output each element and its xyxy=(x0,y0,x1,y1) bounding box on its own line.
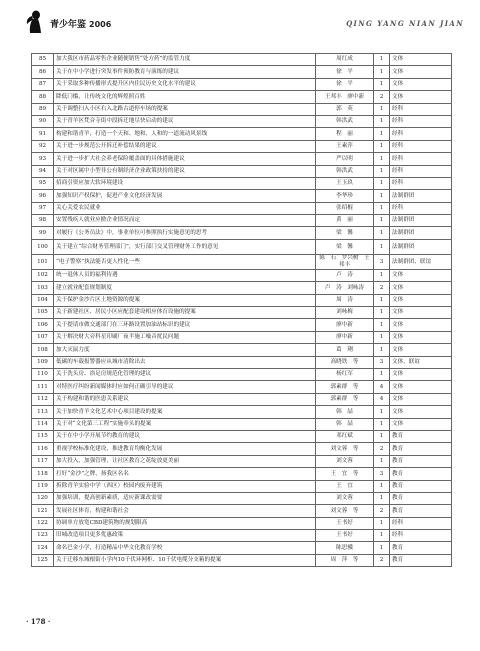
proposer-count: 1 xyxy=(374,103,390,115)
proposer-name: 梁 馨 xyxy=(316,227,374,239)
proposal-title: 打好“金沙”之牌，扬我区名名 xyxy=(54,468,316,480)
proposer-count: 4 xyxy=(374,393,390,405)
running-title: QING YANG NIAN JIAN xyxy=(346,19,464,28)
proposal-title: 协调单方放宽CBD建筑物的规划限高 xyxy=(54,517,316,529)
category-label: 文体 xyxy=(390,282,452,294)
proposal-title: 关于迁移东城根街小学内10千伏环网柜、10千伏电缆分支箱的提案 xyxy=(54,554,316,566)
proposal-title: 命名巴金小学，打造精品中华文化教育学校 xyxy=(54,542,316,554)
proposal-title: 重视学校标准化建设，推进教育均衡化发展 xyxy=(54,443,316,455)
proposer-count: 1 xyxy=(374,54,390,66)
row-number: 116 xyxy=(32,443,54,455)
proposer-count: 1 xyxy=(374,480,390,492)
category-label: 经科 xyxy=(390,517,452,529)
proposal-title: 关于洗头房、浴足房规范化管理的建议 xyxy=(54,368,316,380)
proposer-count: 1 xyxy=(374,153,390,165)
row-number: 95 xyxy=(32,177,54,189)
proposer-count: 1 xyxy=(374,331,390,343)
row-number: 103 xyxy=(32,282,54,294)
brand-year: 2006 xyxy=(89,20,112,29)
category-label: 经科 xyxy=(390,202,452,214)
category-label: 文体 xyxy=(390,418,452,430)
table-row xyxy=(32,356,452,368)
proposal-title: 加大我区市药品零售企业随便销售“处方药”的监管力度 xyxy=(54,54,316,66)
proposer-count: 1 xyxy=(374,78,390,90)
category-label: 文体 xyxy=(390,66,452,78)
proposer-count: 2 xyxy=(374,443,390,455)
proposal-title: “电子警察”执法能否更人性化一些 xyxy=(54,254,316,269)
category-label: 经科 xyxy=(390,153,452,165)
row-number: 101 xyxy=(32,254,54,269)
proposal-title: 对履行《公务员法》中，事业单位可参照执行实施意见的思考 xyxy=(54,227,316,239)
proposer-count: 1 xyxy=(374,492,390,504)
proposer-name: 廖中新 xyxy=(316,331,374,343)
row-number: 115 xyxy=(32,430,54,442)
table-row xyxy=(32,153,452,165)
table-row xyxy=(32,418,452,430)
proposer-name: 李华珍 xyxy=(316,190,374,202)
table-row xyxy=(32,190,452,202)
table-row xyxy=(32,307,452,319)
row-number: 122 xyxy=(32,517,54,529)
brand-title: 青少年鉴 xyxy=(50,20,87,30)
table-row xyxy=(32,282,452,294)
proposer-count: 1 xyxy=(374,307,390,319)
proposer-count: 2 xyxy=(374,505,390,517)
proposer-name: 周 涛 xyxy=(316,294,374,306)
row-number: 108 xyxy=(32,344,54,356)
proposer-name: 卢 涛 刘咏涛 xyxy=(316,282,374,294)
proposal-title: 关心关爱农民就业 xyxy=(54,202,316,214)
row-number: 92 xyxy=(32,140,54,152)
row-number: 96 xyxy=(32,190,54,202)
table-row xyxy=(32,227,452,239)
proposer-count: 1 xyxy=(374,190,390,202)
proposer-name: 刘文蓉 xyxy=(316,492,374,504)
proposer-name: 周红成 xyxy=(316,54,374,66)
proposal-title: 拆除青羊实验中学（西区）校园内废弃建筑 xyxy=(54,480,316,492)
proposal-title: 安置残疾人就业应掀企业情况而定 xyxy=(54,215,316,227)
page-header xyxy=(24,10,464,36)
table-row xyxy=(32,269,452,281)
table-row xyxy=(32,393,452,405)
table-row xyxy=(32,294,452,306)
table-row xyxy=(32,468,452,480)
table-row xyxy=(32,215,452,227)
category-label: 法制群团 xyxy=(390,239,452,254)
proposer-count: 1 xyxy=(374,517,390,529)
proposal-table xyxy=(31,53,452,567)
table-row xyxy=(32,530,452,542)
table-row xyxy=(32,554,452,566)
proposer-name: 郭 英 xyxy=(316,103,374,115)
proposer-count: 1 xyxy=(374,406,390,418)
proposal-title: 低碳的车载报警器应从城市清除出去 xyxy=(54,356,316,368)
proposal-title: 建立就业配套规划制度 xyxy=(54,282,316,294)
proposer-name: 王 宜 xyxy=(316,480,374,492)
proposer-name: 刘咏梅 xyxy=(316,307,374,319)
page-number: · 178 · xyxy=(26,617,51,626)
proposer-count: 1 xyxy=(374,294,390,306)
row-number: 88 xyxy=(32,91,54,103)
proposer-name: 徐 平 xyxy=(316,78,374,90)
table-row xyxy=(32,78,452,90)
proposal-title: 关于采取多种传播形式提升区内住民历史文化水平的建议 xyxy=(54,78,316,90)
category-label: 教育 xyxy=(390,443,452,455)
proposer-count: 1 xyxy=(374,368,390,380)
table-row xyxy=(32,165,452,177)
table-row xyxy=(32,239,452,254)
proposer-count: 2 xyxy=(374,282,390,294)
table-row xyxy=(32,115,452,127)
proposal-title: 加强培训，提高创新素质，适应新课改需要 xyxy=(54,492,316,504)
proposal-title: 招商引资应加大软环境建设 xyxy=(54,177,316,189)
category-label: 教育 xyxy=(390,492,452,504)
proposer-count: 1 xyxy=(374,418,390,430)
proposer-count: 1 xyxy=(374,202,390,214)
row-number: 117 xyxy=(32,455,54,467)
proposer-name: 王玉玖 xyxy=(316,177,374,189)
proposer-count: 1 xyxy=(374,455,390,467)
row-number: 102 xyxy=(32,269,54,281)
category-label: 文体 xyxy=(390,307,452,319)
category-label: 经科 xyxy=(390,530,452,542)
category-label: 文体 xyxy=(390,294,452,306)
proposer-count: 3 xyxy=(374,356,390,368)
proposer-name: 张绍棍 xyxy=(316,202,374,214)
table-row xyxy=(32,406,452,418)
proposer-count: 1 xyxy=(374,530,390,542)
proposer-name: 梁 馨 xyxy=(316,239,374,254)
proposer-name: 刘文蓉 等 xyxy=(316,505,374,517)
proposer-name: 郭素群 等 xyxy=(316,381,374,393)
table-row xyxy=(32,319,452,331)
proposer-name: 韩洪武 xyxy=(316,165,374,177)
proposal-title: 关于保护金沙片区土地资源的提案 xyxy=(54,294,316,306)
proposer-name: 葛 琍 xyxy=(316,344,374,356)
proposer-name: 陈思骥 xyxy=(316,542,374,554)
category-label: 经科 xyxy=(390,177,452,189)
proposer-name: 刘文蓉 xyxy=(316,455,374,467)
table-row xyxy=(32,505,452,517)
proposer-name: 郭素群 等 xyxy=(316,393,374,405)
category-label: 法制群团、联谊 xyxy=(390,254,452,269)
row-number: 91 xyxy=(32,128,54,140)
table-row xyxy=(32,344,452,356)
proposer-name: 高晓铁 等 xyxy=(316,356,374,368)
category-label: 教育 xyxy=(390,554,452,566)
proposer-count: 1 xyxy=(374,430,390,442)
proposer-name: 王邦丰 廖中新 xyxy=(316,91,374,103)
proposer-count: 1 xyxy=(374,215,390,227)
category-label: 文体 xyxy=(390,368,452,380)
proposer-count: 2 xyxy=(374,554,390,566)
proposer-name: 黄 丽 xyxy=(316,215,374,227)
proposal-title: 关于进一步扩大社会养老保险覆盖面的具体措施建议 xyxy=(54,153,316,165)
table-row xyxy=(32,66,452,78)
category-label: 文体 xyxy=(390,344,452,356)
row-number: 125 xyxy=(32,554,54,566)
table-row xyxy=(32,480,452,492)
row-number: 90 xyxy=(32,115,54,127)
table-row xyxy=(32,103,452,115)
category-label: 教育 xyxy=(390,455,452,467)
category-label: 文体 xyxy=(390,91,452,103)
proposer-name: 周 萍 等 xyxy=(316,554,374,566)
proposer-name: 严以明 xyxy=(316,153,374,165)
proposer-count: 1 xyxy=(374,115,390,127)
category-label: 教育 xyxy=(390,480,452,492)
proposer-name: 韩 喆 xyxy=(316,406,374,418)
proposer-name: 韩洪武 xyxy=(316,115,374,127)
proposal-table-body xyxy=(32,54,452,567)
table-row xyxy=(32,254,452,269)
row-number: 100 xyxy=(32,239,54,254)
proposer-name: 王 宜 等 xyxy=(316,468,374,480)
proposer-name: 程 丽 xyxy=(316,128,374,140)
silhouette-logo-icon xyxy=(24,10,46,34)
table-row xyxy=(32,443,452,455)
proposer-count: 1 xyxy=(374,239,390,254)
row-number: 94 xyxy=(32,165,54,177)
proposal-title: 关于对区属中小型非公有制经济企业政策扶持的建议 xyxy=(54,165,316,177)
category-label: 经科 xyxy=(390,128,452,140)
proposal-title: 对特医疗纠纷新闻媒体时应如何正确引导的建议 xyxy=(54,381,316,393)
category-label: 法制群团 xyxy=(390,227,452,239)
proposer-name: 陈 石 罗兴树 王邦丰 xyxy=(316,254,374,269)
row-number: 93 xyxy=(32,153,54,165)
category-label: 经科 xyxy=(390,140,452,152)
proposer-name: 徐 平 xyxy=(316,66,374,78)
row-number: 87 xyxy=(32,78,54,90)
category-label: 文体 xyxy=(390,393,452,405)
table-row xyxy=(32,492,452,504)
category-label: 经科 xyxy=(390,103,452,115)
proposer-count: 2 xyxy=(374,91,390,103)
yearbook-brand xyxy=(50,17,111,30)
proposal-title: 统一退休人员的福利待遇 xyxy=(54,269,316,281)
category-label: 经科 xyxy=(390,165,452,177)
row-number: 86 xyxy=(32,66,54,78)
proposal-title: 关于对“文化第三工程”实施牵头的提案 xyxy=(54,418,316,430)
row-number: 110 xyxy=(32,368,54,380)
table-row xyxy=(32,128,452,140)
row-number: 104 xyxy=(32,294,54,306)
category-label: 教育 xyxy=(390,505,452,517)
row-number: 111 xyxy=(32,381,54,393)
proposer-count: 1 xyxy=(374,542,390,554)
row-number: 112 xyxy=(32,393,54,405)
proposal-title: 加强知识产权保护，促进产业文化经济发展 xyxy=(54,190,316,202)
table-row xyxy=(32,430,452,442)
row-number: 123 xyxy=(32,530,54,542)
proposal-title: 关于在中小学开展节约教育的建议 xyxy=(54,430,316,442)
row-number: 124 xyxy=(32,542,54,554)
proposer-count: 1 xyxy=(374,140,390,152)
row-number: 120 xyxy=(32,492,54,504)
category-label: 文体 xyxy=(390,381,452,393)
proposer-name: 王书好 xyxy=(316,530,374,542)
table-row xyxy=(32,177,452,189)
category-label: 经科 xyxy=(390,115,452,127)
proposal-title: 关于调整扫入小区右入北路古道停车场的提案 xyxy=(54,103,316,115)
category-label: 文体 xyxy=(390,406,452,418)
proposer-name: 韩 喆 xyxy=(316,418,374,430)
row-number: 99 xyxy=(32,227,54,239)
proposal-title: 关于提请市做交通部门在三环路设置加油站标识的建议 xyxy=(54,319,316,331)
proposal-title: 关于新建社区、居民小区应配套建设相应体育设施的提案 xyxy=(54,307,316,319)
proposer-name: 杨红军 xyxy=(316,368,374,380)
proposer-count: 3 xyxy=(374,254,390,269)
proposal-title: 关于解决财大旁科星印刷厂夜半施工噪音扰民问题 xyxy=(54,331,316,343)
proposer-count: 1 xyxy=(374,128,390,140)
row-number: 107 xyxy=(32,331,54,343)
category-label: 文体 xyxy=(390,319,452,331)
proposal-title: 关于在中小学进行突发事件预防教育与演练的建议 xyxy=(54,66,316,78)
proposer-name: 王素萍 xyxy=(316,140,374,152)
proposer-name: 廖中新 xyxy=(316,319,374,331)
row-number: 106 xyxy=(32,319,54,331)
proposer-count: 3 xyxy=(374,468,390,480)
proposer-count: 4 xyxy=(374,381,390,393)
proposer-count: 1 xyxy=(374,319,390,331)
proposal-title: 降低门槛，让传统文化的辉煌照百姓 xyxy=(54,91,316,103)
proposal-title: 关于加快青羊文化艺术中心项目建设的提案 xyxy=(54,406,316,418)
row-number: 121 xyxy=(32,505,54,517)
category-label: 法制群团 xyxy=(390,190,452,202)
row-number: 89 xyxy=(32,103,54,115)
category-label: 教育 xyxy=(390,542,452,554)
proposal-title: 关于构建和谐的医患关系建议 xyxy=(54,393,316,405)
proposal-title: 关于青羊区梵音寺街中段拆迁地尽快启动的建议 xyxy=(54,115,316,127)
proposer-count: 1 xyxy=(374,227,390,239)
category-label: 教育 xyxy=(390,468,452,480)
proposer-name: 刘文蓉 等 xyxy=(316,443,374,455)
proposer-name: 邓红斌 xyxy=(316,430,374,442)
row-number: 118 xyxy=(32,468,54,480)
row-number: 109 xyxy=(32,356,54,368)
row-number: 98 xyxy=(32,215,54,227)
table-row xyxy=(32,140,452,152)
row-number: 114 xyxy=(32,418,54,430)
proposal-title: 旧城改造项目更多优惠政策 xyxy=(54,530,316,542)
table-row xyxy=(32,517,452,529)
category-label: 文体 xyxy=(390,54,452,66)
proposer-count: 1 xyxy=(374,177,390,189)
category-label: 文体 xyxy=(390,269,452,281)
proposal-title: 构建和谐青羊，打造一个天和、地和、人和的一道流动风景线 xyxy=(54,128,316,140)
proposer-count: 1 xyxy=(374,269,390,281)
category-label: 文体、联谊 xyxy=(390,356,452,368)
table-row xyxy=(32,368,452,380)
row-number: 113 xyxy=(32,406,54,418)
table-row xyxy=(32,54,452,66)
row-number: 119 xyxy=(32,480,54,492)
proposer-count: 1 xyxy=(374,66,390,78)
proposer-name: 卢 涛 xyxy=(316,269,374,281)
row-number: 105 xyxy=(32,307,54,319)
row-number: 85 xyxy=(32,54,54,66)
table-row xyxy=(32,455,452,467)
proposer-count: 1 xyxy=(374,344,390,356)
proposer-count: 1 xyxy=(374,165,390,177)
proposer-name: 王书好 xyxy=(316,517,374,529)
category-label: 教育 xyxy=(390,430,452,442)
table-row xyxy=(32,331,452,343)
proposal-title: 关于进一步规范公开拆迁补偿结果的建议 xyxy=(54,140,316,152)
proposal-title: 加大灭鼠力度 xyxy=(54,344,316,356)
proposal-title: 加大投入，加强管理，让社区教育之花绽放更美丽 xyxy=(54,455,316,467)
proposal-title: 发展社区体育，构建和谐社会 xyxy=(54,505,316,517)
row-number: 97 xyxy=(32,202,54,214)
table-row xyxy=(32,202,452,214)
category-label: 文体 xyxy=(390,78,452,90)
category-label: 法制群团 xyxy=(390,215,452,227)
category-label: 文体 xyxy=(390,331,452,343)
table-row xyxy=(32,542,452,554)
table-row xyxy=(32,381,452,393)
table-row xyxy=(32,91,452,103)
proposal-title: 关于建立“综合财务管理部门”，实行部门交叉管理财务工作的意见 xyxy=(54,239,316,254)
